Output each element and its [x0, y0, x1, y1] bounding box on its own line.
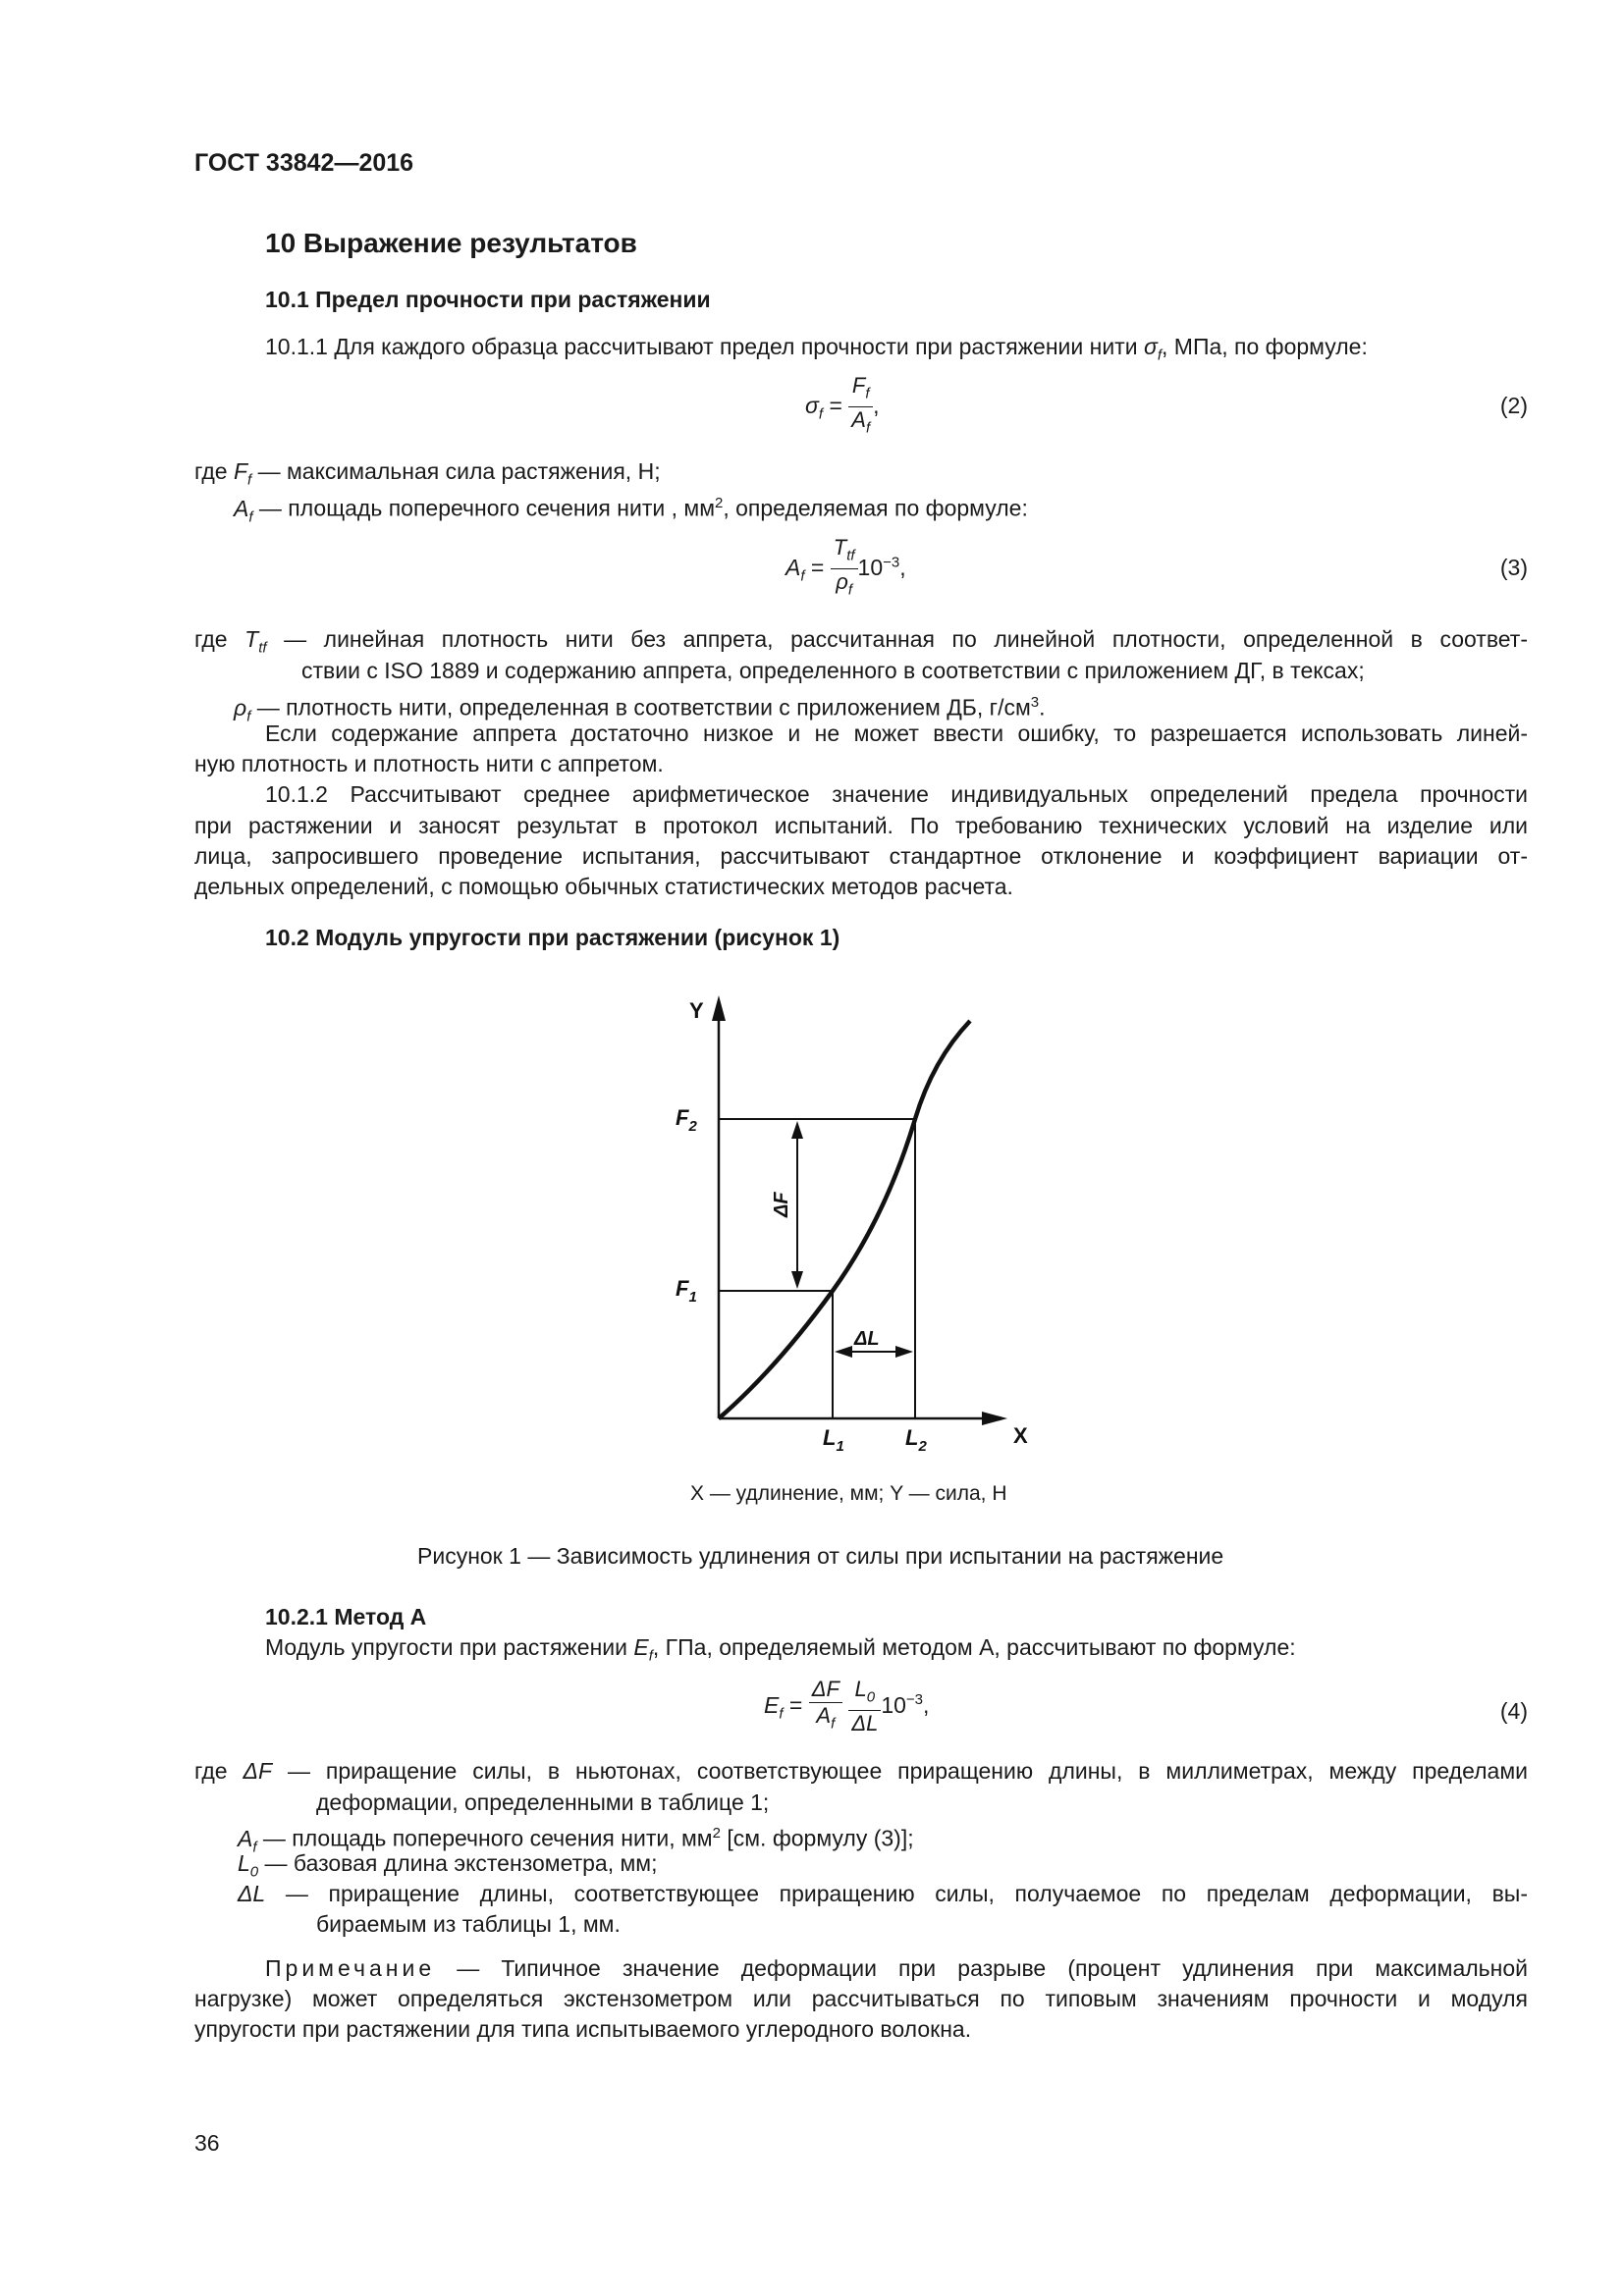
para-10-1-2-line3: лица, запросившего проведение испытания, рассчитывают стандартное отклонение и коэффициент вариации от- — [194, 843, 1528, 869]
para-10-1-2-line4: дельных определений, с помощью обычных статистических методов расчета. — [194, 874, 1013, 899]
L2-label: $L_2$ — [905, 1425, 927, 1455]
method-a-intro: Модуль упругости при растяжении $E_f$, ГПа, определяемый методом А, рассчитывают по формуле: — [265, 1634, 1296, 1665]
y-axis-arrow — [712, 995, 726, 1021]
equation-number-3: (3) — [1499, 555, 1528, 580]
stress-strain-curve — [719, 1021, 970, 1418]
note-line-2: нагрузке) может определяться экстензометром или рассчитываться по типовым значениям прочности и модуля — [194, 1986, 1528, 2011]
def-Ttf-1: где $T_{tf}$ — линейная плотность нити без аппрета, рассчитанная по линейной плотности, определенной в соответ- — [194, 626, 1529, 657]
def-dL-1: ΔL — приращение длины, соответствующее приращению силы, получаемое по пределам деформации, вы- — [238, 1881, 1529, 1906]
equation-number-2: (2) — [1499, 393, 1528, 418]
formula-2: $\sigma_f$ = $\frac{F_f}{A_f}$ , (2) — [805, 373, 1528, 437]
note-line-3: упругости при растяжении для типа испытываемого углеродного волокна. — [194, 2016, 972, 2042]
y-axis-label: Y — [689, 998, 704, 1023]
page-number: 36 — [194, 2130, 220, 2156]
F1-label: $F_1$ — [676, 1276, 697, 1306]
formula-3: $A_f$ = $\frac{T_{tf}}{\rho_f}$ $10^{-3}$, (3) — [785, 535, 1528, 599]
note-line-1: Примечание — Типичное значение деформации при разрыве (процент удлинения при максимальной — [265, 1955, 1528, 1981]
paragraph-10-1-1: 10.1.1 Для каждого образца рассчитывают предел прочности при растяжении нити $\sigma_f$, МПа, по формуле: — [265, 334, 1368, 364]
equation-number-4: (4) — [1499, 1698, 1528, 1724]
x-axis-label: X — [1013, 1423, 1028, 1448]
figure-caption: Рисунок 1 — Зависимость удлинения от силы при испытании на растяжение — [417, 1543, 1224, 1569]
document-id: ГОСТ 33842—2016 — [194, 149, 414, 177]
para-10-1-2-line1: 10.1.2 Рассчитывают среднее арифметическое значение индивидуальных определений предела прочности — [265, 781, 1528, 807]
formula-4: $E_f$ = $\frac{\Delta F}{A_f}$ $\frac{L_0}{\Delta L}$ $10^{-3}$, (4) — [764, 1677, 1528, 1736]
def-Ff: где $F_f$ — максимальная сила растяжения, Н; — [194, 458, 661, 489]
delta-F-label: ΔF — [771, 1192, 792, 1217]
subsection-title-10-1: 10.1 Предел прочности при растяжении — [265, 287, 711, 312]
x-axis-arrow — [982, 1412, 1007, 1425]
L1-label: $L_1$ — [823, 1425, 844, 1455]
delta-L-label: ΔL — [854, 1328, 880, 1350]
def-Ttf-2: ствии с ISO 1889 и содержанию аппрета, определенного в соответствии с приложением ДГ, в тексах; — [301, 658, 1365, 683]
def-dL-2: бираемым из таблицы 1, мм. — [316, 1911, 621, 1937]
def-dF-1: где ΔF — приращение силы, в ньютонах, соответствующее приращению длины, в миллиметрах, между пределами — [194, 1758, 1528, 1784]
def-Af-method: $A_f$ — площадь поперечного сечения нити, $мм^2$ [см. формулу (3)]; — [238, 1825, 914, 1856]
F2-label: $F_2$ — [676, 1105, 697, 1135]
def-rho: $\rho_f$ — плотность нити, определенная в соответствии с приложением ДБ, $г/см^3$. — [234, 694, 1046, 725]
figure-1-graph — [668, 982, 1041, 1463]
figure-legend: X — удлинение, мм; Y — сила, Н — [690, 1482, 1007, 1505]
para-size-2: ную плотность и плотность нити с аппретом. — [194, 751, 664, 776]
def-L0: $L_0$ — базовая длина экстензометра, мм; — [238, 1850, 658, 1881]
def-dF-2: деформации, определенными в таблице 1; — [316, 1789, 770, 1815]
def-Af: $A_f$ — площадь поперечного сечения нити , $мм^2$, определяемая по формуле: — [234, 495, 1028, 526]
para-10-1-2-line2: при растяжении и заносят результат в протокол испытаний. По требованию технических условий на изделие или — [194, 813, 1528, 838]
subsection-title-10-2: 10.2 Модуль упругости при растяжении (рисунок 1) — [265, 925, 840, 950]
para-size-1: Если содержание аппрета достаточно низкое и не может ввести ошибку, то разрешается использовать линей- — [265, 721, 1528, 746]
subsection-title-10-2-1: 10.2.1 Метод А — [265, 1604, 427, 1629]
section-title: 10 Выражение результатов — [265, 228, 637, 258]
